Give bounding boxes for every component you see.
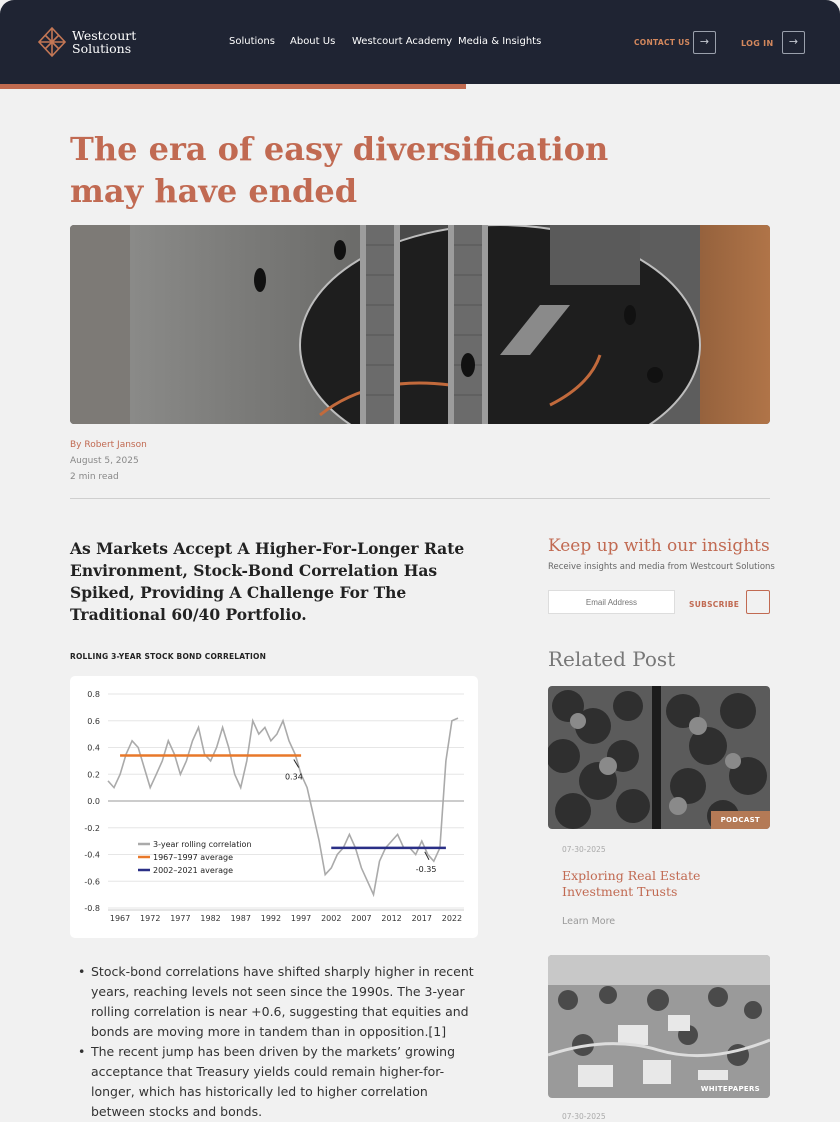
nav-item-media-insights[interactable]: Media & Insights: [458, 36, 542, 47]
nav-item-about-us[interactable]: About Us: [290, 36, 336, 47]
bullet-item: • The recent jump has been driven by the markets’ growing acceptance that Treasury yields could remain higher-for-longer, which has historically led to higher correlation between stocks and bonds.: [78, 1042, 483, 1122]
x-tick-label: 2007: [351, 914, 372, 923]
article-read-time: 2 min read: [70, 472, 119, 482]
progress-accent-bar: [0, 84, 466, 89]
learn-more-link[interactable]: Learn More: [562, 916, 616, 927]
post-tag-whitepapers[interactable]: WHITEPAPERS: [691, 1080, 770, 1098]
arrow-right-icon: →: [699, 35, 710, 48]
forest-road-photo: [548, 686, 770, 829]
email-input[interactable]: [548, 590, 675, 614]
y-tick-label: -0.6: [84, 877, 100, 887]
brand-name-line2: Solutions: [72, 41, 132, 56]
aerial-village-photo: [548, 955, 770, 1098]
x-tick-label: 1972: [140, 914, 161, 923]
x-tick-label: 2002: [321, 914, 342, 923]
y-tick-label: -0.4: [84, 850, 100, 860]
brand-logo[interactable]: [36, 26, 136, 58]
arrow-right-icon: →: [788, 35, 799, 48]
related-post-image[interactable]: [548, 955, 770, 1098]
y-tick-label: 0.6: [87, 716, 100, 726]
contact-arrow-button[interactable]: [693, 31, 716, 54]
related-post-heading: Related Post: [548, 647, 676, 671]
nav-item-solutions[interactable]: Solutions: [229, 36, 275, 47]
top-navigation: [0, 0, 840, 84]
chart-title: ROLLING 3-YEAR STOCK BOND CORRELATION: [70, 652, 267, 661]
correlation-chart-card: [70, 676, 478, 938]
x-tick-label: 2017: [411, 914, 432, 923]
related-post-date: 07-30-2025: [562, 1112, 606, 1121]
y-tick-label: -0.2: [84, 823, 100, 833]
login-arrow-button[interactable]: [782, 31, 805, 54]
subscribe-submit-button[interactable]: [746, 590, 770, 614]
x-tick-label: 1977: [170, 914, 191, 923]
y-tick-label: 0.0: [87, 797, 100, 806]
correlation-chart: [70, 676, 478, 938]
legend-rolling-correlation-label: 3-year rolling correlation: [153, 840, 252, 849]
login-link[interactable]: LOG IN: [741, 39, 774, 48]
related-post-image[interactable]: [548, 686, 770, 829]
bullet-item: • Stock-bond correlations have shifted sharply higher in recent years, reaching levels not seen since the 1990s. The 3-year rolling correlation is near +0.6, suggesting that equities and bonds are moving more in tandem than in opposition.[1]: [78, 962, 483, 1042]
hero-image: [70, 225, 770, 424]
x-tick-label: 1997: [290, 914, 312, 923]
brand-name-line1: Westcourt: [72, 28, 137, 43]
legend-1967-1997-label: 1967–1997 average: [153, 853, 234, 862]
x-tick-label: 2012: [381, 914, 402, 923]
subscribe-button[interactable]: SUBSCRIBE: [689, 600, 740, 609]
related-post-date: 07-30-2025: [562, 845, 606, 854]
y-tick-label: -0.8: [84, 904, 100, 913]
annotation-label: 0.34: [284, 772, 303, 782]
article-title-line2: may have ended: [70, 172, 358, 210]
x-tick-label: 1967: [109, 914, 131, 923]
article-author[interactable]: By Robert Janson: [70, 440, 147, 450]
annotation-label: -0.35: [415, 864, 437, 874]
brand-logo-icon: [36, 26, 68, 58]
article-date: August 5, 2025: [70, 456, 139, 466]
divider: [70, 498, 770, 499]
related-post-title[interactable]: Exploring Real Estate Investment Trusts: [562, 868, 701, 899]
article-bullet-list: [78, 962, 483, 1122]
x-tick-label: 2022: [441, 914, 463, 923]
x-tick-label: 1992: [260, 914, 282, 923]
escalator-atrium-illustration: [70, 225, 770, 424]
newsletter-subtitle: Receive insights and media from Westcourt Solutions: [548, 562, 775, 572]
y-tick-label: 0.2: [87, 770, 100, 780]
legend-2002-2021-label: 2002–2021 average: [153, 866, 234, 875]
article-subheading: As Markets Accept A Higher-For-Longer Rate Environment, Stock-Bond Correlation Has Spiked, Providing A Challenge For The Traditional 60/40 Portfolio.: [70, 539, 465, 624]
x-tick-label: 1982: [200, 914, 221, 923]
nav-item-academy[interactable]: Westcourt Academy: [352, 36, 453, 47]
y-tick-label: 0.8: [87, 690, 100, 699]
y-tick-label: 0.4: [87, 743, 100, 753]
newsletter-title: Keep up with our insights: [548, 536, 770, 556]
article-title: [70, 128, 610, 212]
article-title-line1: The era of easy diversification: [70, 130, 609, 168]
post-tag-podcast[interactable]: PODCAST: [711, 811, 770, 829]
x-tick-label: 1987: [230, 914, 251, 923]
contact-us-link[interactable]: CONTACT US: [634, 38, 691, 47]
